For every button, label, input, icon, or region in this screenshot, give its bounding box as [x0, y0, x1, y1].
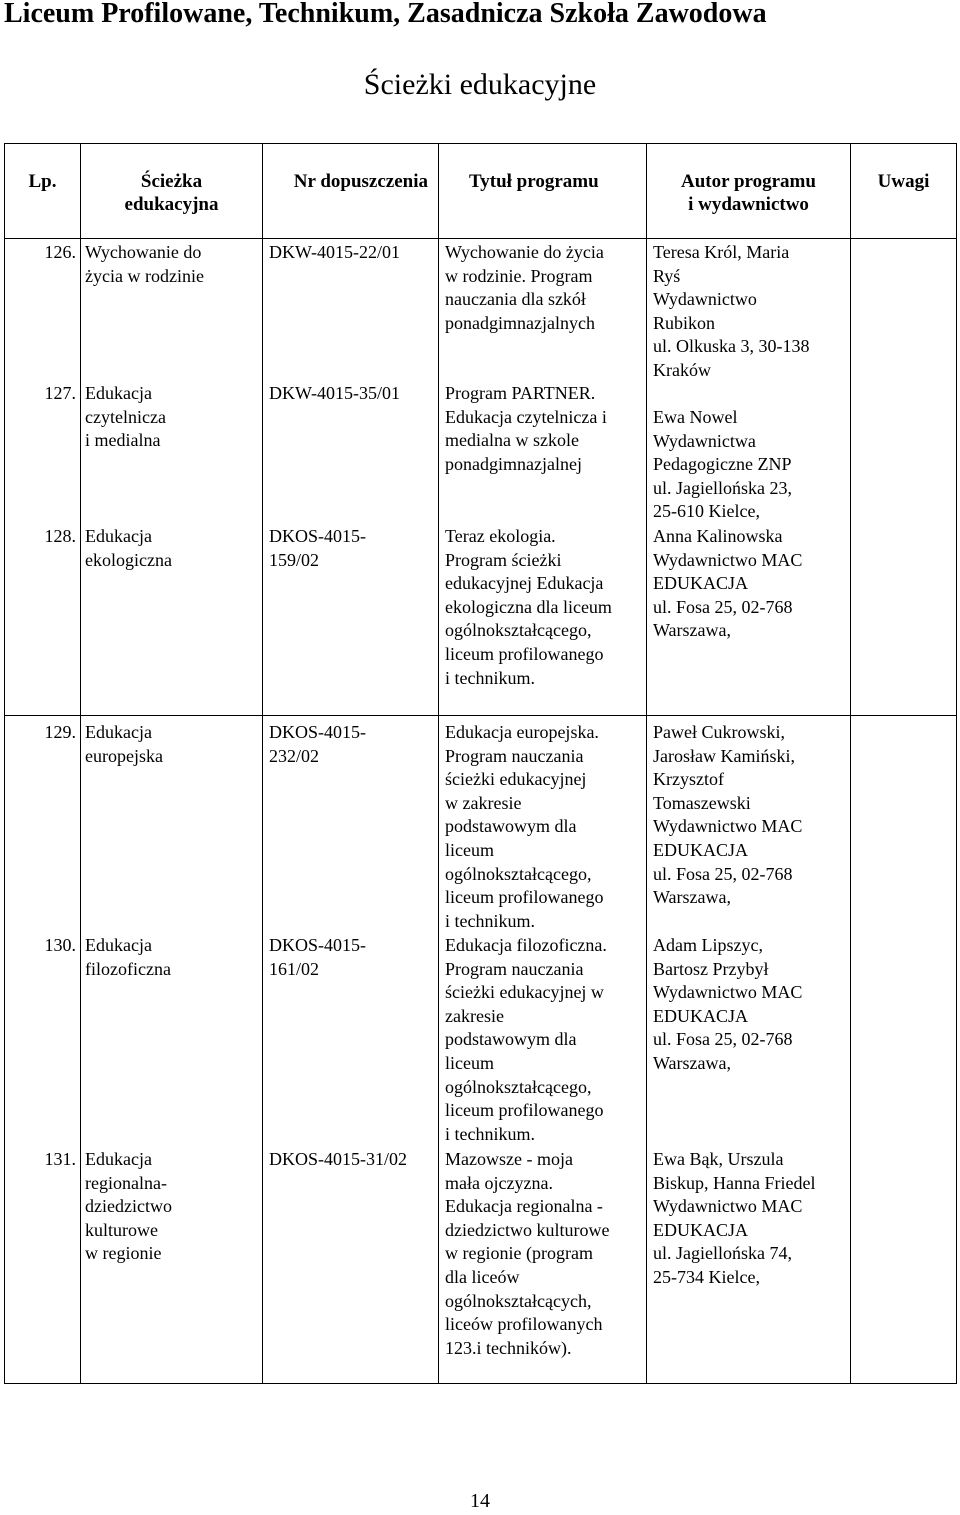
program-title-line: Edukacja filozoficzna.	[445, 935, 607, 955]
program-title	[439, 1148, 609, 1360]
approval-number	[263, 721, 366, 768]
program-title-line: i technikum.	[445, 910, 535, 931]
group1-title-cell	[439, 239, 647, 716]
group2-title-cell	[439, 716, 647, 1384]
program-title-line: ogólnokształcącego,	[445, 863, 592, 884]
author-publisher-line: Ewa Bąk, Urszula	[653, 1149, 784, 1169]
author-publisher-line: Wydawnictwo MAC	[653, 816, 803, 837]
program-title-line: liceum	[445, 1052, 494, 1073]
lp-number	[5, 721, 80, 745]
program-title-line: Program nauczania	[445, 745, 584, 766]
section-title: Ścieżki edukacyjne	[363, 68, 597, 101]
approval-number-line: DKOS-4015-31/02	[269, 1149, 407, 1169]
author-publisher-line: EDUKACJA	[653, 573, 749, 594]
path-name	[81, 382, 166, 453]
program-title-line: Edukacja regionalna -	[445, 1196, 603, 1217]
path-name-line: i medialna	[85, 430, 161, 451]
lp-number	[5, 934, 80, 958]
approval-number-line: 161/02	[269, 958, 320, 979]
header-path-line: edukacyjna	[124, 194, 219, 215]
author-publisher	[647, 934, 802, 1076]
group2-notes-cell	[851, 716, 957, 1384]
author-publisher-line: Anna Kalinowska	[653, 526, 783, 546]
path-name	[81, 241, 204, 288]
program-title-line: liceum profilowanego	[445, 1100, 604, 1121]
program-title	[439, 241, 604, 335]
author-publisher-line: Teresa Król, Maria	[653, 242, 790, 262]
author-publisher	[647, 1148, 815, 1290]
program-title-line: Program nauczania	[445, 958, 584, 979]
group1-notes-cell	[851, 239, 957, 716]
author-publisher	[647, 721, 802, 910]
program-title-line: medialna w szkole	[445, 430, 579, 451]
path-name-line: życia w rodzinie	[85, 265, 204, 286]
author-publisher-line: EDUKACJA	[653, 1219, 749, 1240]
program-title-line: ekologiczna dla liceum	[445, 596, 612, 617]
program-title-line: zakresie	[445, 1005, 504, 1026]
author-publisher-line: Wydawnictwo	[653, 289, 757, 310]
approval-number-line: DKOS-4015-	[269, 526, 366, 546]
lp-number-line: 130.	[44, 935, 76, 955]
path-name-line: regionalna-	[85, 1172, 167, 1193]
program-title-line: w zakresie	[445, 792, 522, 813]
group1-nr-cell	[263, 239, 439, 716]
author-publisher-line: EDUKACJA	[653, 839, 749, 860]
author-publisher-line: Tomaszewski	[653, 792, 751, 813]
header-title: Tytuł programu	[439, 144, 647, 239]
program-title-line: 123.i techników).	[445, 1337, 572, 1358]
author-publisher-line: Warszawa,	[653, 620, 732, 641]
header-notes: Uwagi	[851, 144, 957, 239]
path-name	[81, 721, 163, 768]
lp-number-line: 128.	[44, 526, 76, 546]
author-publisher-line: Rubikon	[653, 312, 716, 333]
author-publisher-line: Ewa Nowel	[653, 407, 738, 427]
program-title-line: edukacyjnej Edukacja	[445, 573, 604, 594]
path-name-line: Edukacja	[85, 935, 152, 955]
education-paths-table	[4, 143, 957, 1384]
program-title-line: ogólnokształcącego,	[445, 1076, 592, 1097]
path-name-line: Edukacja	[85, 526, 152, 546]
program-title-line: nauczania dla szkół	[445, 289, 586, 310]
lp-number	[5, 525, 80, 549]
program-title-line: Mazowsze - moja	[445, 1149, 573, 1169]
approval-number-line: DKOS-4015-	[269, 935, 366, 955]
path-name	[81, 934, 171, 981]
program-title-line: w rodzinie. Program	[445, 265, 593, 286]
approval-number-line: DKW-4015-35/01	[269, 383, 400, 403]
program-title-line: podstawowym dla	[445, 816, 577, 837]
program-title-line: ścieżki edukacyjnej	[445, 769, 587, 790]
approval-number-line: DKOS-4015-	[269, 722, 366, 742]
header-nr: Nr dopuszczenia	[263, 144, 439, 239]
program-title-line: ścieżki edukacyjnej w	[445, 982, 604, 1003]
table-header-row	[5, 144, 957, 239]
program-title-line: Edukacja czytelnicza i	[445, 406, 607, 427]
header-author-line: Autor programu	[681, 171, 816, 192]
program-title-line: liceum	[445, 839, 494, 860]
group2-path-cell	[81, 716, 263, 1384]
group1-author-cell	[647, 239, 851, 716]
author-publisher-line: Warszawa,	[653, 1052, 732, 1073]
lp-number	[5, 241, 80, 265]
path-name-line: Edukacja	[85, 722, 152, 742]
author-publisher-line: 25-734 Kielce,	[653, 1266, 760, 1287]
group2-nr-cell	[263, 716, 439, 1384]
path-name-line: Edukacja	[85, 1149, 152, 1169]
header-author	[647, 144, 851, 239]
program-title-line: podstawowym dla	[445, 1029, 577, 1050]
author-publisher-line: Adam Lipszyc,	[653, 935, 763, 955]
author-publisher-line: 25-610 Kielce,	[653, 501, 760, 522]
program-title-line: ogólnokształcących,	[445, 1290, 592, 1311]
program-title-line: Program PARTNER.	[445, 383, 596, 403]
path-name-line: w regionie	[85, 1243, 162, 1264]
path-name-line: czytelnicza	[85, 406, 166, 427]
author-publisher-line: EDUKACJA	[653, 1005, 749, 1026]
group1-lp-cell	[5, 239, 81, 716]
author-publisher	[647, 525, 802, 643]
program-title	[439, 525, 612, 690]
lp-number-line: 129.	[44, 722, 76, 742]
program-title-line: i technikum.	[445, 1123, 535, 1144]
path-name-line: filozoficzna	[85, 958, 171, 979]
program-title	[439, 934, 607, 1146]
author-publisher-line: Kraków	[653, 359, 711, 380]
header-path	[81, 144, 263, 239]
program-title-line: ponadgimnazjalnych	[445, 312, 595, 333]
table-row	[5, 716, 957, 1384]
author-publisher	[647, 406, 792, 524]
author-publisher-line: Wydawnictwo MAC	[653, 1196, 803, 1217]
header-lp: Lp.	[5, 144, 81, 239]
program-title-line: dziedzictwo kulturowe	[445, 1219, 610, 1240]
author-publisher-line: Biskup, Hanna Friedel	[653, 1172, 816, 1193]
program-title-line: liceum profilowanego	[445, 643, 604, 664]
program-title-line: liceum profilowanego	[445, 887, 604, 908]
approval-number	[263, 241, 400, 265]
program-title	[439, 382, 607, 476]
lp-number-line: 127.	[44, 383, 76, 403]
author-publisher	[647, 241, 810, 383]
table-row	[5, 239, 957, 716]
path-name	[81, 1148, 172, 1266]
author-publisher-line: Jarosław Kamiński,	[653, 745, 795, 766]
author-publisher-line: Krzysztof	[653, 769, 724, 790]
path-name-line: ekologiczna	[85, 549, 172, 570]
author-publisher-line: Ryś	[653, 265, 681, 286]
program-title-line: i technikum.	[445, 667, 535, 688]
program-title-line: Program ścieżki	[445, 549, 562, 570]
approval-number-line: DKW-4015-22/01	[269, 242, 400, 262]
lp-number	[5, 1148, 80, 1172]
page-number: 14	[470, 1490, 490, 1512]
program-title-line: Wychowanie do życia	[445, 242, 604, 262]
author-publisher-line: ul. Olkuska 3, 30-138	[653, 336, 810, 357]
path-name	[81, 525, 172, 572]
author-publisher-line: Warszawa,	[653, 887, 732, 908]
author-publisher-line: Pedagogiczne ZNP	[653, 454, 792, 475]
lp-number	[5, 382, 80, 406]
path-name-line: Wychowanie do	[85, 242, 202, 262]
program-title	[439, 721, 603, 933]
path-name-line: europejska	[85, 745, 163, 766]
approval-number-line: 159/02	[269, 549, 320, 570]
program-title-line: ogólnokształcącego,	[445, 620, 592, 641]
path-name-line: kulturowe	[85, 1219, 158, 1240]
lp-number-line: 131.	[44, 1149, 76, 1169]
approval-number-line: 232/02	[269, 745, 320, 766]
program-title-line: mała ojczyzna.	[445, 1172, 553, 1193]
lp-number-line: 126.	[44, 242, 76, 262]
document-title: Liceum Profilowane, Technikum, Zasadnicza Szkoła Zawodowa	[4, 0, 767, 29]
program-title-line: Teraz ekologia.	[445, 526, 556, 546]
approval-number	[263, 382, 400, 406]
author-publisher-line: ul. Jagiellońska 74,	[653, 1243, 792, 1264]
author-publisher-line: Paweł Cukrowski,	[653, 722, 785, 742]
author-publisher-line: ul. Jagiellońska 23,	[653, 477, 792, 498]
author-publisher-line: ul. Fosa 25, 02-768	[653, 863, 793, 884]
path-name-line: Edukacja	[85, 383, 152, 403]
author-publisher-line: Wydawnictwo MAC	[653, 982, 803, 1003]
program-title-line: dla liceów	[445, 1266, 520, 1287]
path-name-line: dziedzictwo	[85, 1196, 172, 1217]
header-path-line: Ścieżka	[140, 171, 203, 192]
author-publisher-line: Wydawnictwa	[653, 430, 756, 451]
approval-number	[263, 934, 366, 981]
group2-author-cell	[647, 716, 851, 1384]
author-publisher-line: Wydawnictwo MAC	[653, 549, 803, 570]
program-title-line: liceów profilowanych	[445, 1314, 603, 1335]
approval-number	[263, 525, 366, 572]
program-title-line: w regionie (program	[445, 1243, 593, 1264]
group2-lp-cell	[5, 716, 81, 1384]
program-title-line: Edukacja europejska.	[445, 722, 599, 742]
author-publisher-line: ul. Fosa 25, 02-768	[653, 596, 793, 617]
program-title-line: ponadgimnazjalnej	[445, 453, 582, 474]
group1-path-cell	[81, 239, 263, 716]
author-publisher-line: Bartosz Przybył	[653, 958, 769, 979]
author-publisher-line: ul. Fosa 25, 02-768	[653, 1029, 793, 1050]
approval-number	[263, 1148, 407, 1172]
header-author-line: i wydawnictwo	[688, 194, 809, 215]
